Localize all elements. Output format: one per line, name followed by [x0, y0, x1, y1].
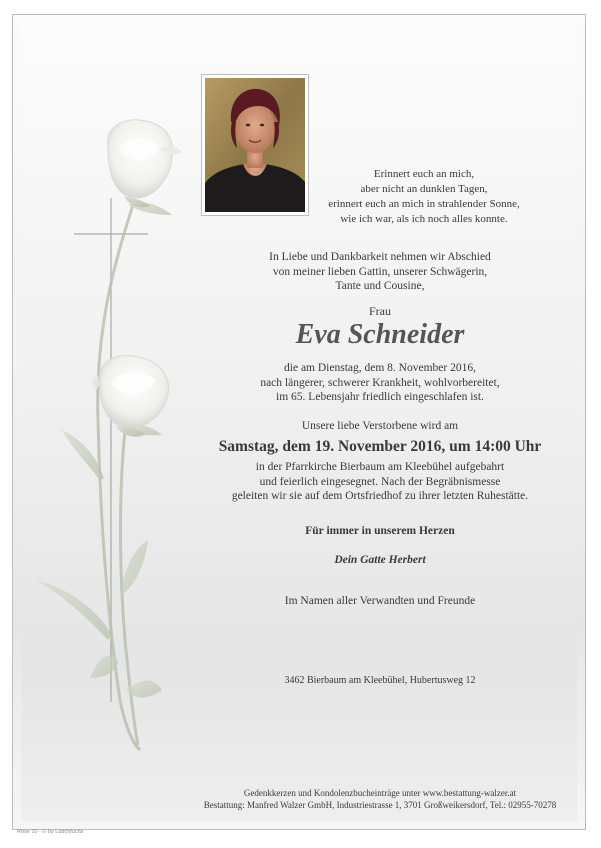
- death-notice-line: nach längerer, schwerer Krankheit, wohlvorbereitet,: [260, 376, 500, 389]
- intro-line: von meiner lieben Gattin, unserer Schwägerin,: [272, 265, 488, 278]
- death-notice: [150, 361, 601, 405]
- portrait-image: [205, 78, 305, 212]
- relatives-line: Im Namen aller Verwandten und Freunde: [284, 595, 476, 607]
- image-credit: Rose 10 - © by Lüdchfuchs: [17, 829, 84, 835]
- funeral-date: Samstag, dem 19. November 2016, um 14:00 Uhr: [218, 438, 542, 455]
- address: 3462 Bierbaum am Kleebühel, Hubertusweg 12: [284, 675, 476, 686]
- footer-line: Bestattung: Manfred Walzer GmbH, Industriestrasse 1, 3701 Großweikersdorf, Tel.: 02955-70278: [203, 800, 557, 810]
- poem-line: erinnert euch an mich in strahlender Sonne,: [328, 198, 520, 210]
- poem-line: Erinnert euch an mich,: [373, 168, 475, 180]
- death-notice-line: im 65. Lebensjahr friedlich eingeschlafen ist.: [276, 391, 484, 403]
- death-notice-line: die am Dienstag, dem 8. November 2016,: [284, 362, 476, 374]
- funeral-details-line: geleiten wir sie auf dem Ortsfriedhof zu ihrer letzten Ruhestätte.: [231, 490, 529, 502]
- salutation: Frau: [369, 304, 391, 318]
- footer-line: Gedenkkerzen und Kondolenzbucheinträge unter www.bestattung-walzer.at: [243, 788, 517, 798]
- intro-text: [150, 250, 601, 294]
- portrait-photo: [201, 74, 309, 216]
- funeral-details-line: in der Pfarrkirche Bierbaum am Kleebühel aufgebahrt: [255, 461, 505, 473]
- forever-line: Für immer in unserem Herzen: [305, 525, 455, 537]
- funeral-details-line: und feierlich eingesegnet. Nach der Begräbnismesse: [259, 475, 501, 488]
- intro-line: In Liebe und Dankbarkeit nehmen wir Abschied: [269, 251, 491, 263]
- memorial-poem: [320, 167, 528, 227]
- intro-line: Tante und Cousine,: [335, 280, 425, 292]
- poem-line: wie ich war, als ich noch alles konnte.: [340, 213, 508, 225]
- funeral-intro: Unsere liebe Verstorbene wird am: [301, 420, 459, 432]
- signature: Dein Gatte Herbert: [334, 554, 426, 566]
- footer: [160, 787, 600, 811]
- funeral-details: [150, 460, 601, 504]
- deceased-name: Eva Schneider: [295, 319, 465, 350]
- poem-line: aber nicht an dunklen Tagen,: [360, 183, 488, 195]
